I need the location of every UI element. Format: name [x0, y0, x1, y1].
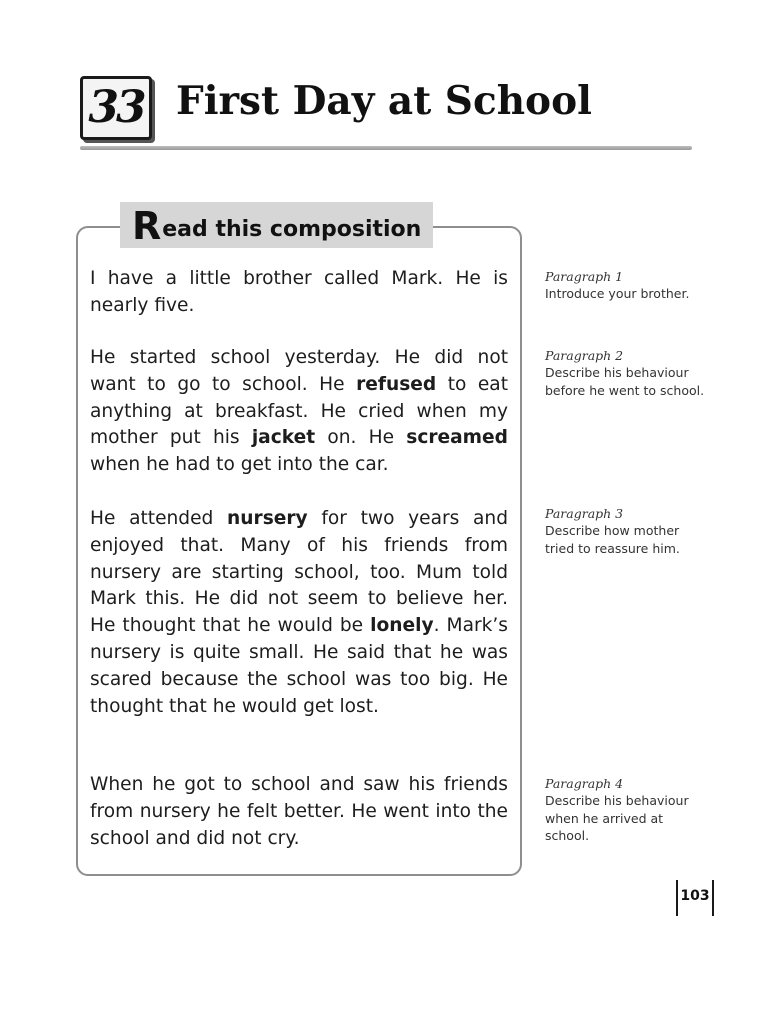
- note-label: Paragraph 1: [545, 269, 624, 284]
- vocabulary-word: refused: [356, 373, 437, 395]
- text-run: when he had to get into the car.: [90, 454, 389, 476]
- note-text: Introduce your brother.: [545, 286, 690, 301]
- unit-number-badge: [80, 76, 152, 140]
- text-run: I have a little brother called Mark. He is nearly five.: [90, 268, 508, 316]
- section-header-text: ead this composition: [162, 217, 422, 242]
- text-run: He attended: [90, 508, 228, 529]
- vocabulary-word: jacket: [251, 427, 316, 449]
- margin-note-2: [545, 347, 705, 399]
- page-number: 103: [680, 888, 710, 904]
- text-run: . Mark’s nursery is quite small. He said that he was scared because the school was too big. He thought that he would get lost.: [90, 615, 508, 717]
- page-number-box: [676, 880, 714, 916]
- title-underline: [80, 146, 692, 150]
- text-run: on. He: [315, 427, 407, 449]
- vocabulary-word: screamed: [406, 427, 508, 449]
- note-label: Paragraph 2: [545, 348, 624, 363]
- note-text: Describe his behaviour when he arrived at school.: [545, 793, 689, 843]
- paragraph-2: [90, 345, 508, 479]
- paragraph-4: [90, 772, 508, 852]
- note-text: Describe how mother tried to reassure him.: [545, 523, 680, 556]
- margin-note-4: [545, 775, 705, 845]
- vocabulary-word: lonely: [370, 615, 434, 637]
- unit-number: 33: [88, 82, 144, 133]
- paragraph-1: [90, 266, 508, 320]
- note-label: Paragraph 4: [545, 776, 624, 791]
- text-run: He started school yesterday. He did not want to go to school. He: [90, 347, 508, 395]
- paragraph-3: [90, 506, 508, 720]
- page-title: First Day at School: [176, 78, 592, 124]
- margin-note-1: [545, 268, 705, 303]
- text-run: for two years and enjoyed that. Many of his friends from nursery are starting school, too. Mum told Mark this. He did not seem to believe her. He thought that he would be: [90, 508, 508, 637]
- text-run: When he got to school and saw his friends from nursery he felt better. He went into the school and did not cry.: [90, 774, 508, 849]
- note-label: Paragraph 3: [545, 506, 624, 521]
- section-header-initial: R: [132, 204, 162, 248]
- note-text: Describe his behaviour before he went to school.: [545, 365, 705, 398]
- vocabulary-word: nursery: [227, 508, 308, 529]
- section-header: [120, 202, 433, 248]
- margin-note-3: [545, 505, 705, 557]
- text-run: to eat anything at breakfast. He cried when my mother put his: [90, 373, 508, 449]
